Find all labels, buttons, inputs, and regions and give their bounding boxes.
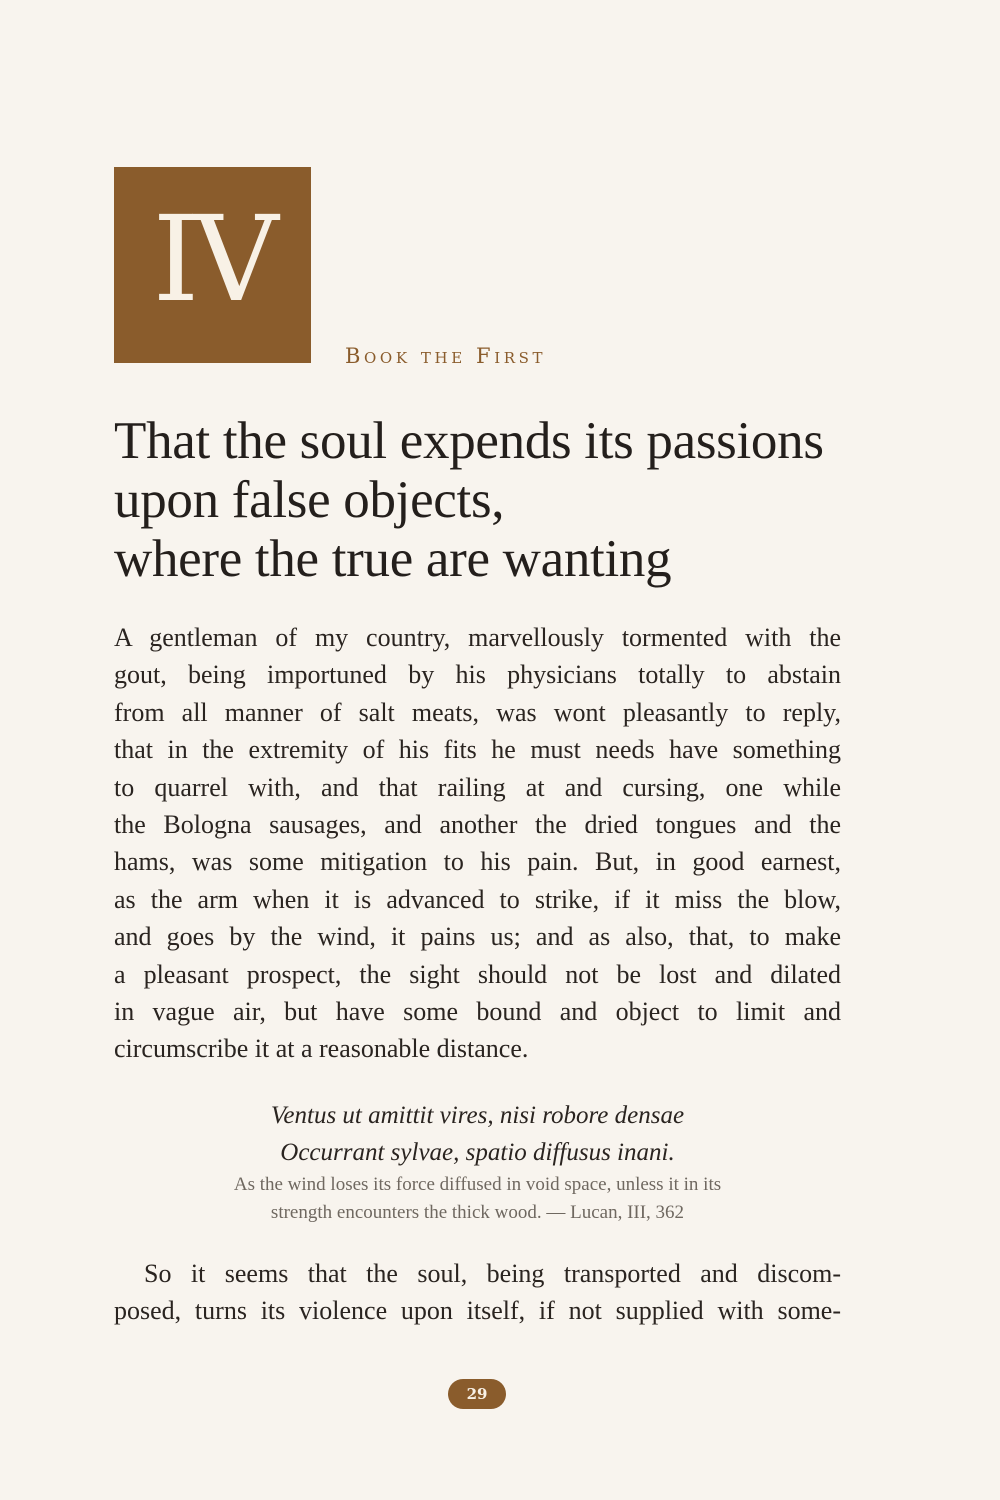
paragraph-line: a pleasant prospect, the sight should not be lost and dilated xyxy=(114,959,841,989)
chapter-number-box xyxy=(114,167,311,363)
paragraph-line: that in the extremity of his fits he must needs have something xyxy=(114,735,841,765)
body-paragraph-1 xyxy=(114,619,841,1068)
paragraph-line: posed, turns its violence upon itself, if not supplied with some- xyxy=(114,1296,841,1326)
body-paragraph-2 xyxy=(114,1255,841,1330)
paragraph-line: So it seems that the soul, being transported and discom- xyxy=(144,1259,841,1288)
chapter-title xyxy=(114,412,874,589)
paragraph-line: A gentleman of my country, marvellously tormented with the xyxy=(114,623,841,652)
paragraph-line: hams, was some mitigation to his pain. But, in good earnest, xyxy=(114,847,841,877)
page-number: 29 xyxy=(466,1385,488,1403)
book-label: Book the First xyxy=(345,344,547,368)
paragraph-line: the Bologna sausages, and another the dried tongues and the xyxy=(114,810,841,840)
chapter-title-line: where the true are wanting xyxy=(114,530,672,588)
latin-verse-line: Ventus ut amittit vires, nisi robore densae xyxy=(270,1102,685,1129)
paragraph-line: gout, being importuned by his physicians totally to abstain xyxy=(114,660,841,690)
chapter-numeral: IV xyxy=(152,190,273,328)
verse-translation-line: As the wind loses its force diffused in void space, unless it in its xyxy=(233,1174,722,1195)
verse-translation-line: strength encounters the thick wood. — Lucan, III, 362 xyxy=(270,1202,685,1223)
chapter-title-line: upon false objects, xyxy=(114,471,505,529)
chapter-title-line: That the soul expends its passions xyxy=(114,412,824,470)
paragraph-line: circumscribe it at a reasonable distance. xyxy=(114,1034,529,1064)
paragraph-line: in vague air, but have some bound and object to limit and xyxy=(114,997,841,1027)
paragraph-line: from all manner of salt meats, was wont pleasantly to reply, xyxy=(114,697,841,727)
paragraph-line: to quarrel with, and that railing at and cursing, one while xyxy=(114,772,841,802)
page-number-badge xyxy=(448,1379,506,1409)
latin-verse-line: Occurrant sylvae, spatio diffusus inani. xyxy=(280,1139,675,1166)
paragraph-line: and goes by the wind, it pains us; and as also, that, to make xyxy=(114,922,841,952)
verse-quotation xyxy=(114,1097,841,1227)
paragraph-line: as the arm when it is advanced to strike, if it miss the blow, xyxy=(114,884,841,914)
